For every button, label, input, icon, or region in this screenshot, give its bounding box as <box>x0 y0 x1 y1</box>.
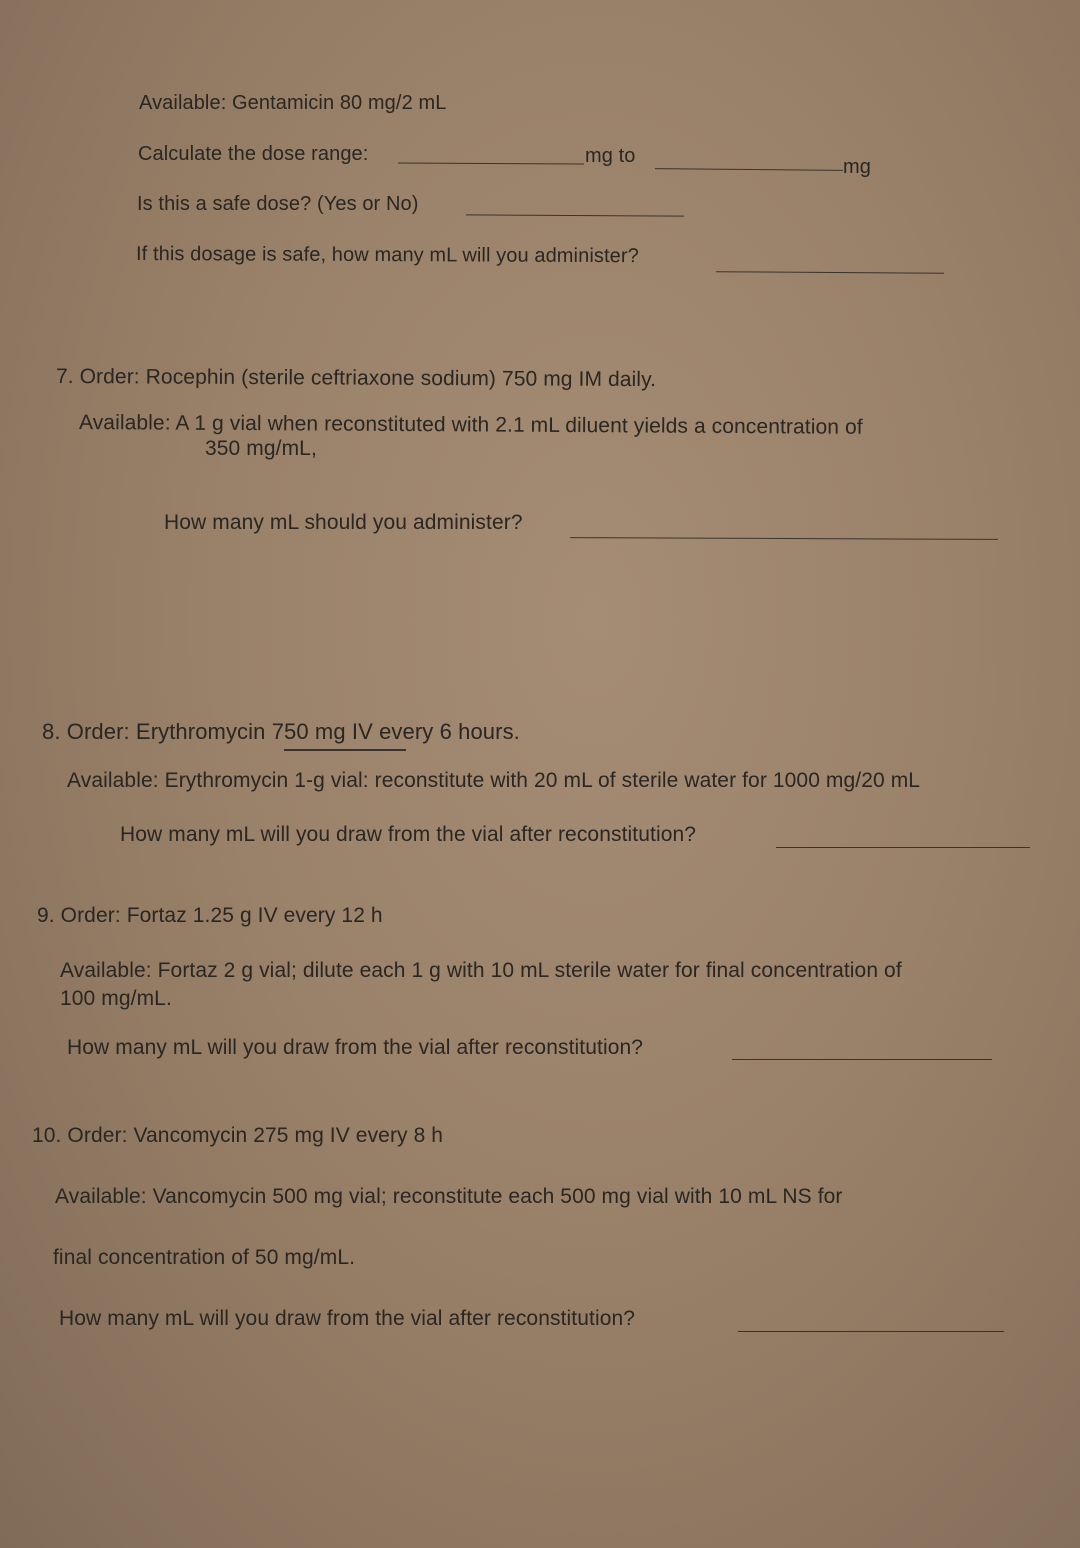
q8-available: Available: Erythromycin 1-g vial: reconstitute with 20 mL of sterile water for 1000 mg/20 mL <box>67 769 921 792</box>
q7-answer-blank[interactable] <box>570 537 998 540</box>
dose-range-min-blank[interactable] <box>398 163 584 165</box>
q10-order: 10. Order: Vancomycin 275 mg IV every 8 h <box>32 1124 444 1147</box>
q8-order: 8. Order: Erythromycin 750 mg IV every 6 hours. <box>42 719 520 744</box>
q8-question: How many mL will you draw from the vial after reconstitution? <box>120 823 697 846</box>
q9-available-line2: 100 mg/mL. <box>60 987 172 1010</box>
q8-answer-blank[interactable] <box>776 847 1030 848</box>
q10-available-line1: Available: Vancomycin 500 mg vial; reconstitute each 500 mg vial with 10 mL NS for <box>55 1185 843 1208</box>
safe-dose-question: Is this a safe dose? (Yes or No) <box>137 193 419 215</box>
dose-range-mg-to: mg to <box>585 145 636 167</box>
dose-range-label: Calculate the dose range: <box>138 143 369 165</box>
q8-dose-underline <box>284 749 406 751</box>
q7-question: How many mL should you administer? <box>164 511 523 534</box>
q9-order: 9. Order: Fortaz 1.25 g IV every 12 h <box>37 904 383 927</box>
q7-available-line2: 350 mg/mL, <box>205 437 317 460</box>
q7-order: 7. Order: Rocephin (sterile ceftriaxone sodium) 750 mg IM daily. <box>55 365 657 392</box>
q9-available-line1: Available: Fortaz 2 g vial; dilute each 1 g with 10 mL sterile water for final concentration of <box>60 959 902 982</box>
q10-answer-blank[interactable] <box>738 1331 1004 1332</box>
administer-question: If this dosage is safe, how many mL will you administer? <box>135 243 639 268</box>
q9-question: How many mL will you draw from the vial after reconstitution? <box>67 1036 644 1059</box>
gentamicin-available: Available: Gentamicin 80 mg/2 mL <box>139 92 447 114</box>
q10-question: How many mL will you draw from the vial after reconstitution? <box>59 1307 636 1330</box>
q7-available-line1: Available: A 1 g vial when reconstituted with 2.1 mL diluent yields a concentration of <box>78 411 863 439</box>
dose-range-mg-unit: mg <box>843 156 871 178</box>
safe-dose-blank[interactable] <box>466 214 684 216</box>
dose-range-max-blank[interactable] <box>655 168 843 171</box>
administer-blank[interactable] <box>716 271 944 274</box>
q10-available-line2: final concentration of 50 mg/mL. <box>53 1246 356 1269</box>
q9-answer-blank[interactable] <box>732 1059 992 1060</box>
